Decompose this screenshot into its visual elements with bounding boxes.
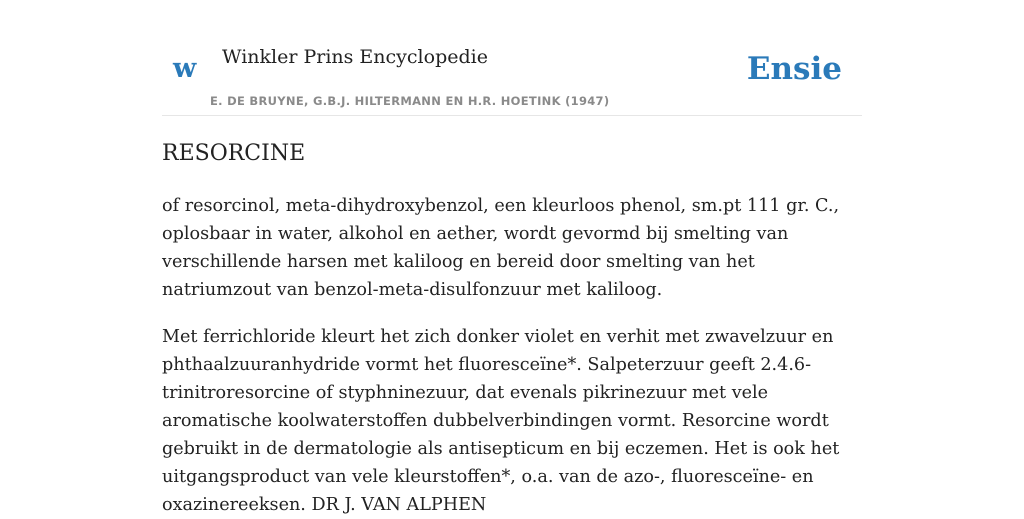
winkler-prins-logo[interactable]: w [173, 53, 197, 84]
entry-title: RESORCINE [162, 141, 306, 166]
site-header [162, 38, 862, 116]
site-subtitle: E. DE BRUYNE, G.B.J. HILTERMANN EN H.R. HOETINK (1947) [210, 94, 610, 108]
site-title[interactable]: Winkler Prins Encyclopedie [222, 46, 488, 68]
article [162, 138, 862, 519]
article-paragraph: of resorcinol, meta-dihydroxybenzol, een kleurloos phenol, sm.pt 111 gr. C., oplosbaar in water, alkohol en aether, wordt gevormd bij smelting van verschillende harsen met kaliloog en bereid door smelting van het natriumzout van benzol-meta-disulfonzuur met kaliloog. [162, 196, 840, 300]
ensie-home-link[interactable]: Ensie [746, 51, 842, 87]
article-paragraph: Met ferrichloride kleurt het zich donker violet en verhit met zwavelzuur en phthaalzuuranhydride vormt het fluoresceïne*. Salpeterzuur geeft 2.4.6-trinitroresorcine of styphninezuur, dat evenals pikrinezuur met vele aromatische koolwaterstoffen dubbelverbindingen vormt. Resorcine wordt gebruikt in de dermatologie als antisepticum en bij eczemen. Het is ook het uitgangsproduct van vele kleurstoffen*, o.a. van de azo-, fluoresceïne- en oxazinereeksen. DR J. VAN ALPHEN [162, 327, 840, 515]
